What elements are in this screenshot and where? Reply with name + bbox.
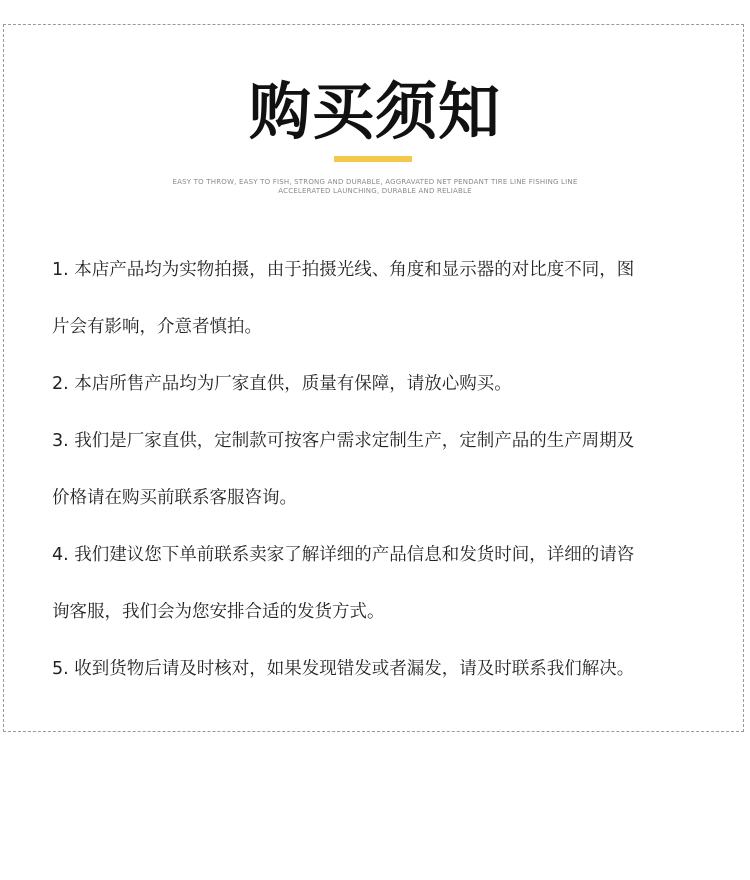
notice-line-7: 询客服，我们会为您安排合适的发货方式。 bbox=[52, 602, 385, 622]
page-title: 购买须知 bbox=[248, 75, 501, 148]
notice-line-8: 5. 收到货物后请及时核对，如果发现错发或者漏发，请及时联系我们解决。 bbox=[52, 659, 635, 679]
notice-line-3: 2. 本店所售产品均为厂家直供，质量有保障，请放心购买。 bbox=[52, 374, 512, 394]
notice-line-1: 1. 本店产品均为实物拍摄，由于拍摄光线、角度和显示器的对比度不同，图 bbox=[52, 260, 635, 280]
accent-bar bbox=[334, 156, 412, 162]
notice-line-2: 片会有影响，介意者慎拍。 bbox=[52, 317, 262, 337]
notice-line-5: 价格请在购买前联系客服咨询。 bbox=[52, 488, 297, 508]
subtitle-line-1: EASY TO THROW, EASY TO FISH, STRONG AND DURABLE, AGGRAVATED NET PENDANT TIRE LINE FISHING LINE bbox=[172, 178, 578, 186]
subtitle bbox=[140, 178, 610, 196]
notice-line-4: 3. 我们是厂家直供，定制款可按客户需求定制生产，定制产品的生产周期及 bbox=[52, 431, 635, 451]
subtitle-line-2: ACCELERATED LAUNCHING, DURABLE AND RELIABLE bbox=[278, 187, 472, 195]
notice-line-6: 4. 我们建议您下单前联系卖家了解详细的产品信息和发货时间，详细的请咨 bbox=[52, 545, 635, 565]
notice-list bbox=[52, 242, 712, 698]
